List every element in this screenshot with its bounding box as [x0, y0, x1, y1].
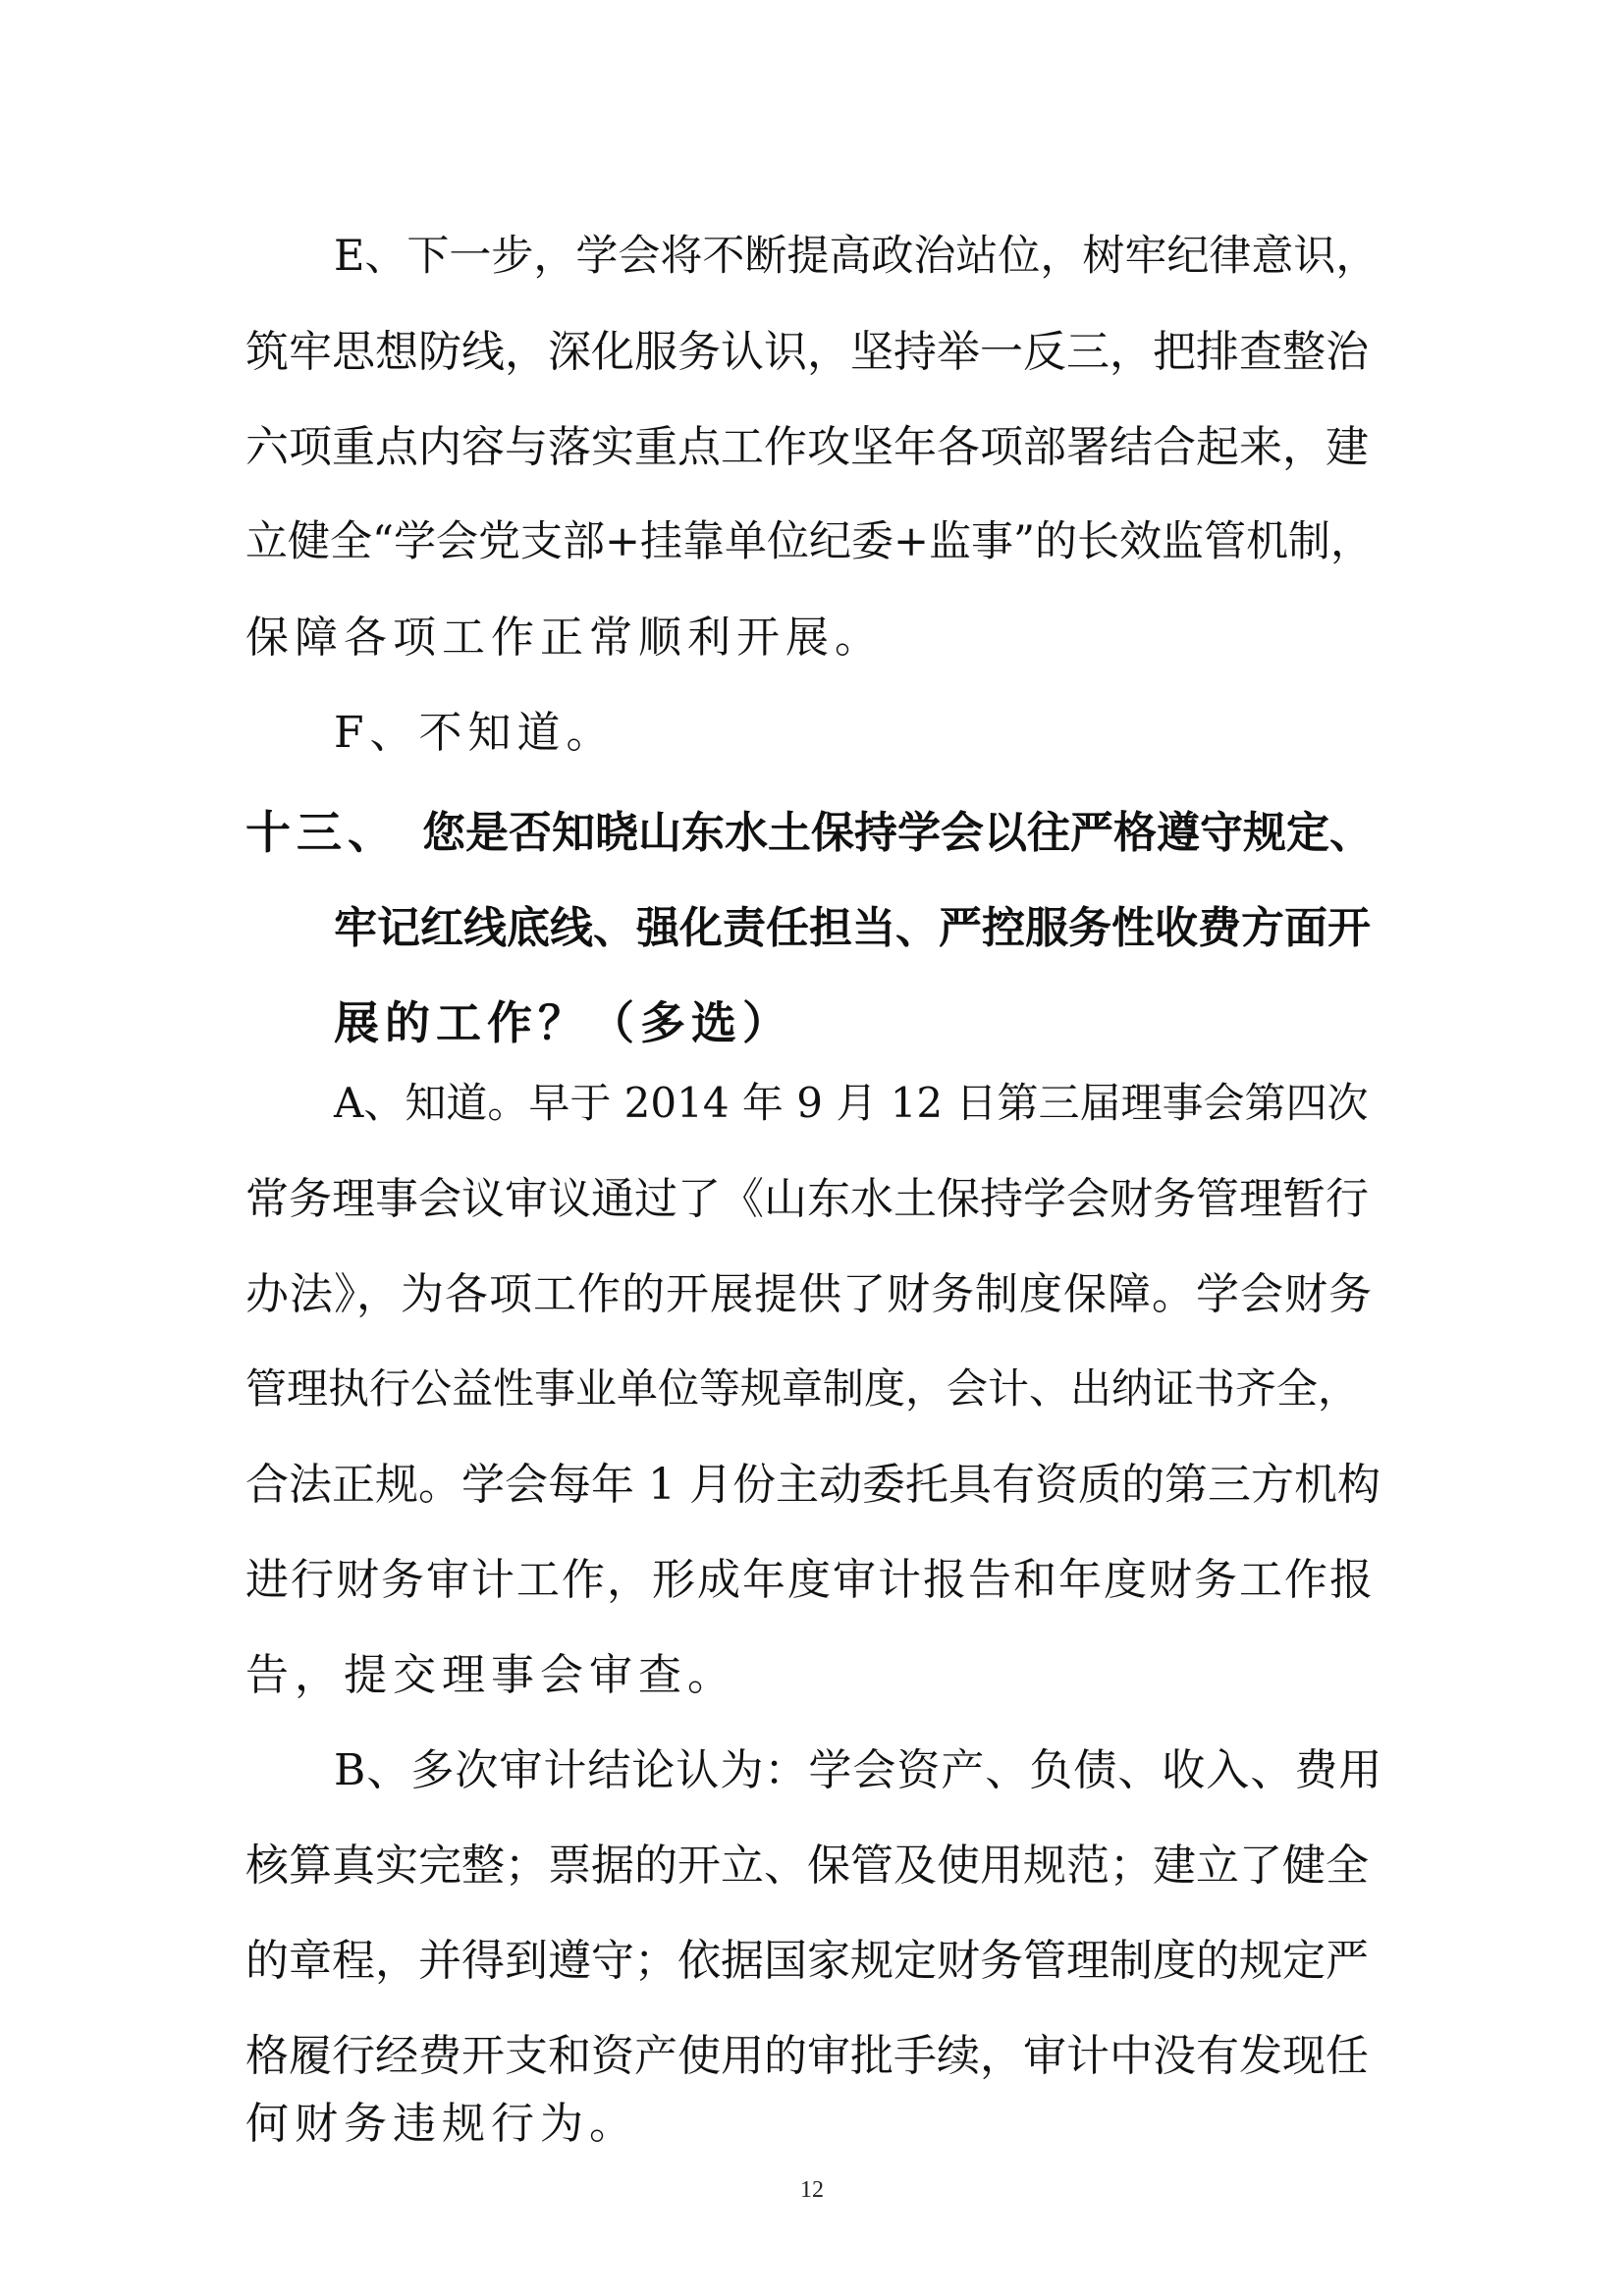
option-a-line-6: 进行财务审计工作，形成年度审计报告和年度财务工作报	[245, 1555, 1375, 1605]
option-f: F、不知道。	[334, 708, 616, 758]
option-e-line-2: 筑牢思想防线，深化服务认识，坚持举一反三，把排查整治	[245, 327, 1369, 377]
option-a-line-2: 常务理事会议审议通过了《山东水土保持学会财务管理暂行	[245, 1174, 1369, 1224]
page-number: 12	[800, 2177, 824, 2203]
question-13-line-2: 牢记红线底线、强化责任担当、严控服务性收费方面开	[334, 903, 1371, 953]
option-b-line-2: 核算真实完整；票据的开立、保管及使用规范；建立了健全	[245, 1841, 1369, 1891]
option-a-line-5: 合法正规。学会每年 1 月份主动委托具有资质的第三方机构	[245, 1460, 1380, 1510]
option-b-line-1: B、多次审计结论认为：学会资产、负债、收入、费用	[334, 1745, 1383, 1795]
option-e-line-5: 保障各项工作正常顺利开展。	[245, 613, 884, 663]
option-b-line-4: 格履行经费开支和资产使用的审批手续，审计中没有发现任	[245, 2031, 1369, 2081]
option-a-line-4: 管理执行公益性事业单位等规章制度，会计、出纳证书齐全，	[245, 1364, 1360, 1413]
option-a-line-7: 告，提交理事会审查。	[245, 1650, 736, 1700]
question-13-number: 十三、	[245, 806, 399, 859]
option-a-line-1: A、知道。早于 2014 年 9 月 12 日第三届理事会第四次	[334, 1079, 1369, 1127]
option-e-line-3: 六项重点内容与落实重点工作攻坚年各项部署结合起来，建	[245, 422, 1369, 472]
option-b-line-5: 何财务违规行为。	[245, 2099, 638, 2149]
option-e-line-4: 立健全“学会党支部+挂靠单位纪委+监事”的长效监管机制，	[245, 517, 1374, 566]
option-a-line-3: 办法》，为各项工作的开展提供了财务制度保障。学会财务	[245, 1269, 1373, 1319]
question-13-line-3: 展的工作？（多选）	[334, 996, 793, 1049]
option-b-line-3: 的章程，并得到遵守；依据国家规定财务管理制度的规定严	[245, 1936, 1369, 1986]
option-e-line-1: E、下一步，学会将不断提高政治站位，树牢纪律意识，	[334, 232, 1379, 281]
question-13-line-1: 您是否知晓山东水土保持学会以往严格遵守规定、	[422, 808, 1373, 858]
